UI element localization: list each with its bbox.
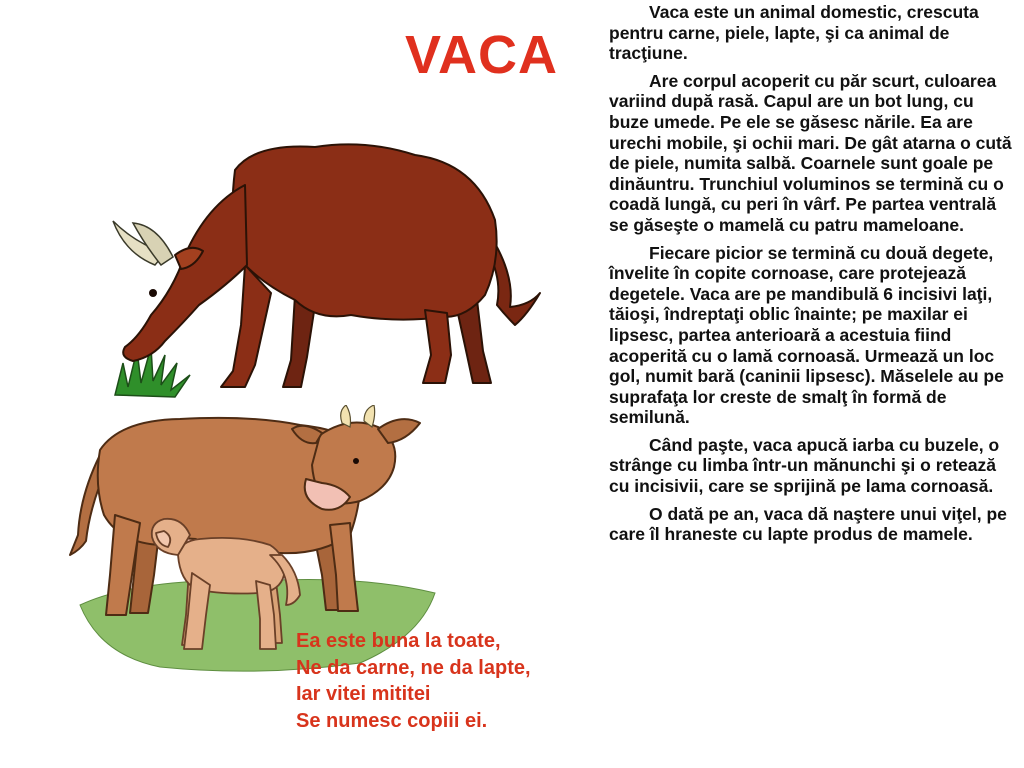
cow-eye <box>353 458 359 464</box>
poem <box>296 628 531 734</box>
poem-line: Iar vitei mititei <box>296 683 431 705</box>
bull-body <box>123 144 540 387</box>
grazing-bull-illustration <box>95 125 545 400</box>
page-title: VACA <box>405 25 559 85</box>
paragraph-body-description: Are corpul acoperit cu păr scurt, culoarea variind după rasă. Capul are un bot lung, cu buze umede. Pe ele se găsesc nările. Ea are urechi mobile, şi ochii mari. De gât atarna o cută de piele, numita salbă. Coarnele sunt goale pe dinăuntru. Trunchiul voluminos se termină cu o coadă lungă, cu peri în vârf. Pe partea ventrală se găseşte o mamelă cu patru mameloane. <box>609 70 1012 235</box>
bull-horns <box>113 221 173 265</box>
article-text <box>609 2 1017 552</box>
paragraph-intro: Vaca este un animal domestic, crescuta pentru carne, piele, lapte, şi ca animal de tracţiune. <box>609 2 979 64</box>
poem-line: Ne da carne, ne da lapte, <box>296 656 531 679</box>
paragraph-grazing: Când paşte, vaca apucă iarba cu buzele, o strânge cu limba într-un mănunchi şi o retează cu incisivii, care se sprijină pe lama cornoasă. <box>609 434 1000 497</box>
paragraph-legs-and-teeth: Fiecare picior se termină cu două degete, învelite în copite cornoase, care protejează degetele. Vaca are pe mandibulă 6 incisivi laţi, tăioşi, îndreptaţi oblic înainte; pe maxilar ei lipsesc, partea anterioară a acestuia fiind acoperită cu o lamă cornoasă. Urmează un loc gol, numit bară (caninii lipsesc). Măselele au pe suprafaţa lor creste de smalţ în formă de semilună. <box>609 242 1004 428</box>
bull-eye <box>149 289 157 297</box>
poem-line: Se numesc copiii ei. <box>296 709 488 732</box>
paragraph-calving: O dată pe an, vaca dă naştere unui viţel, pe care îl hraneste cu lapte produs de mamele. <box>609 503 1007 545</box>
poem-line: Ea este buna la toate, <box>296 630 501 652</box>
